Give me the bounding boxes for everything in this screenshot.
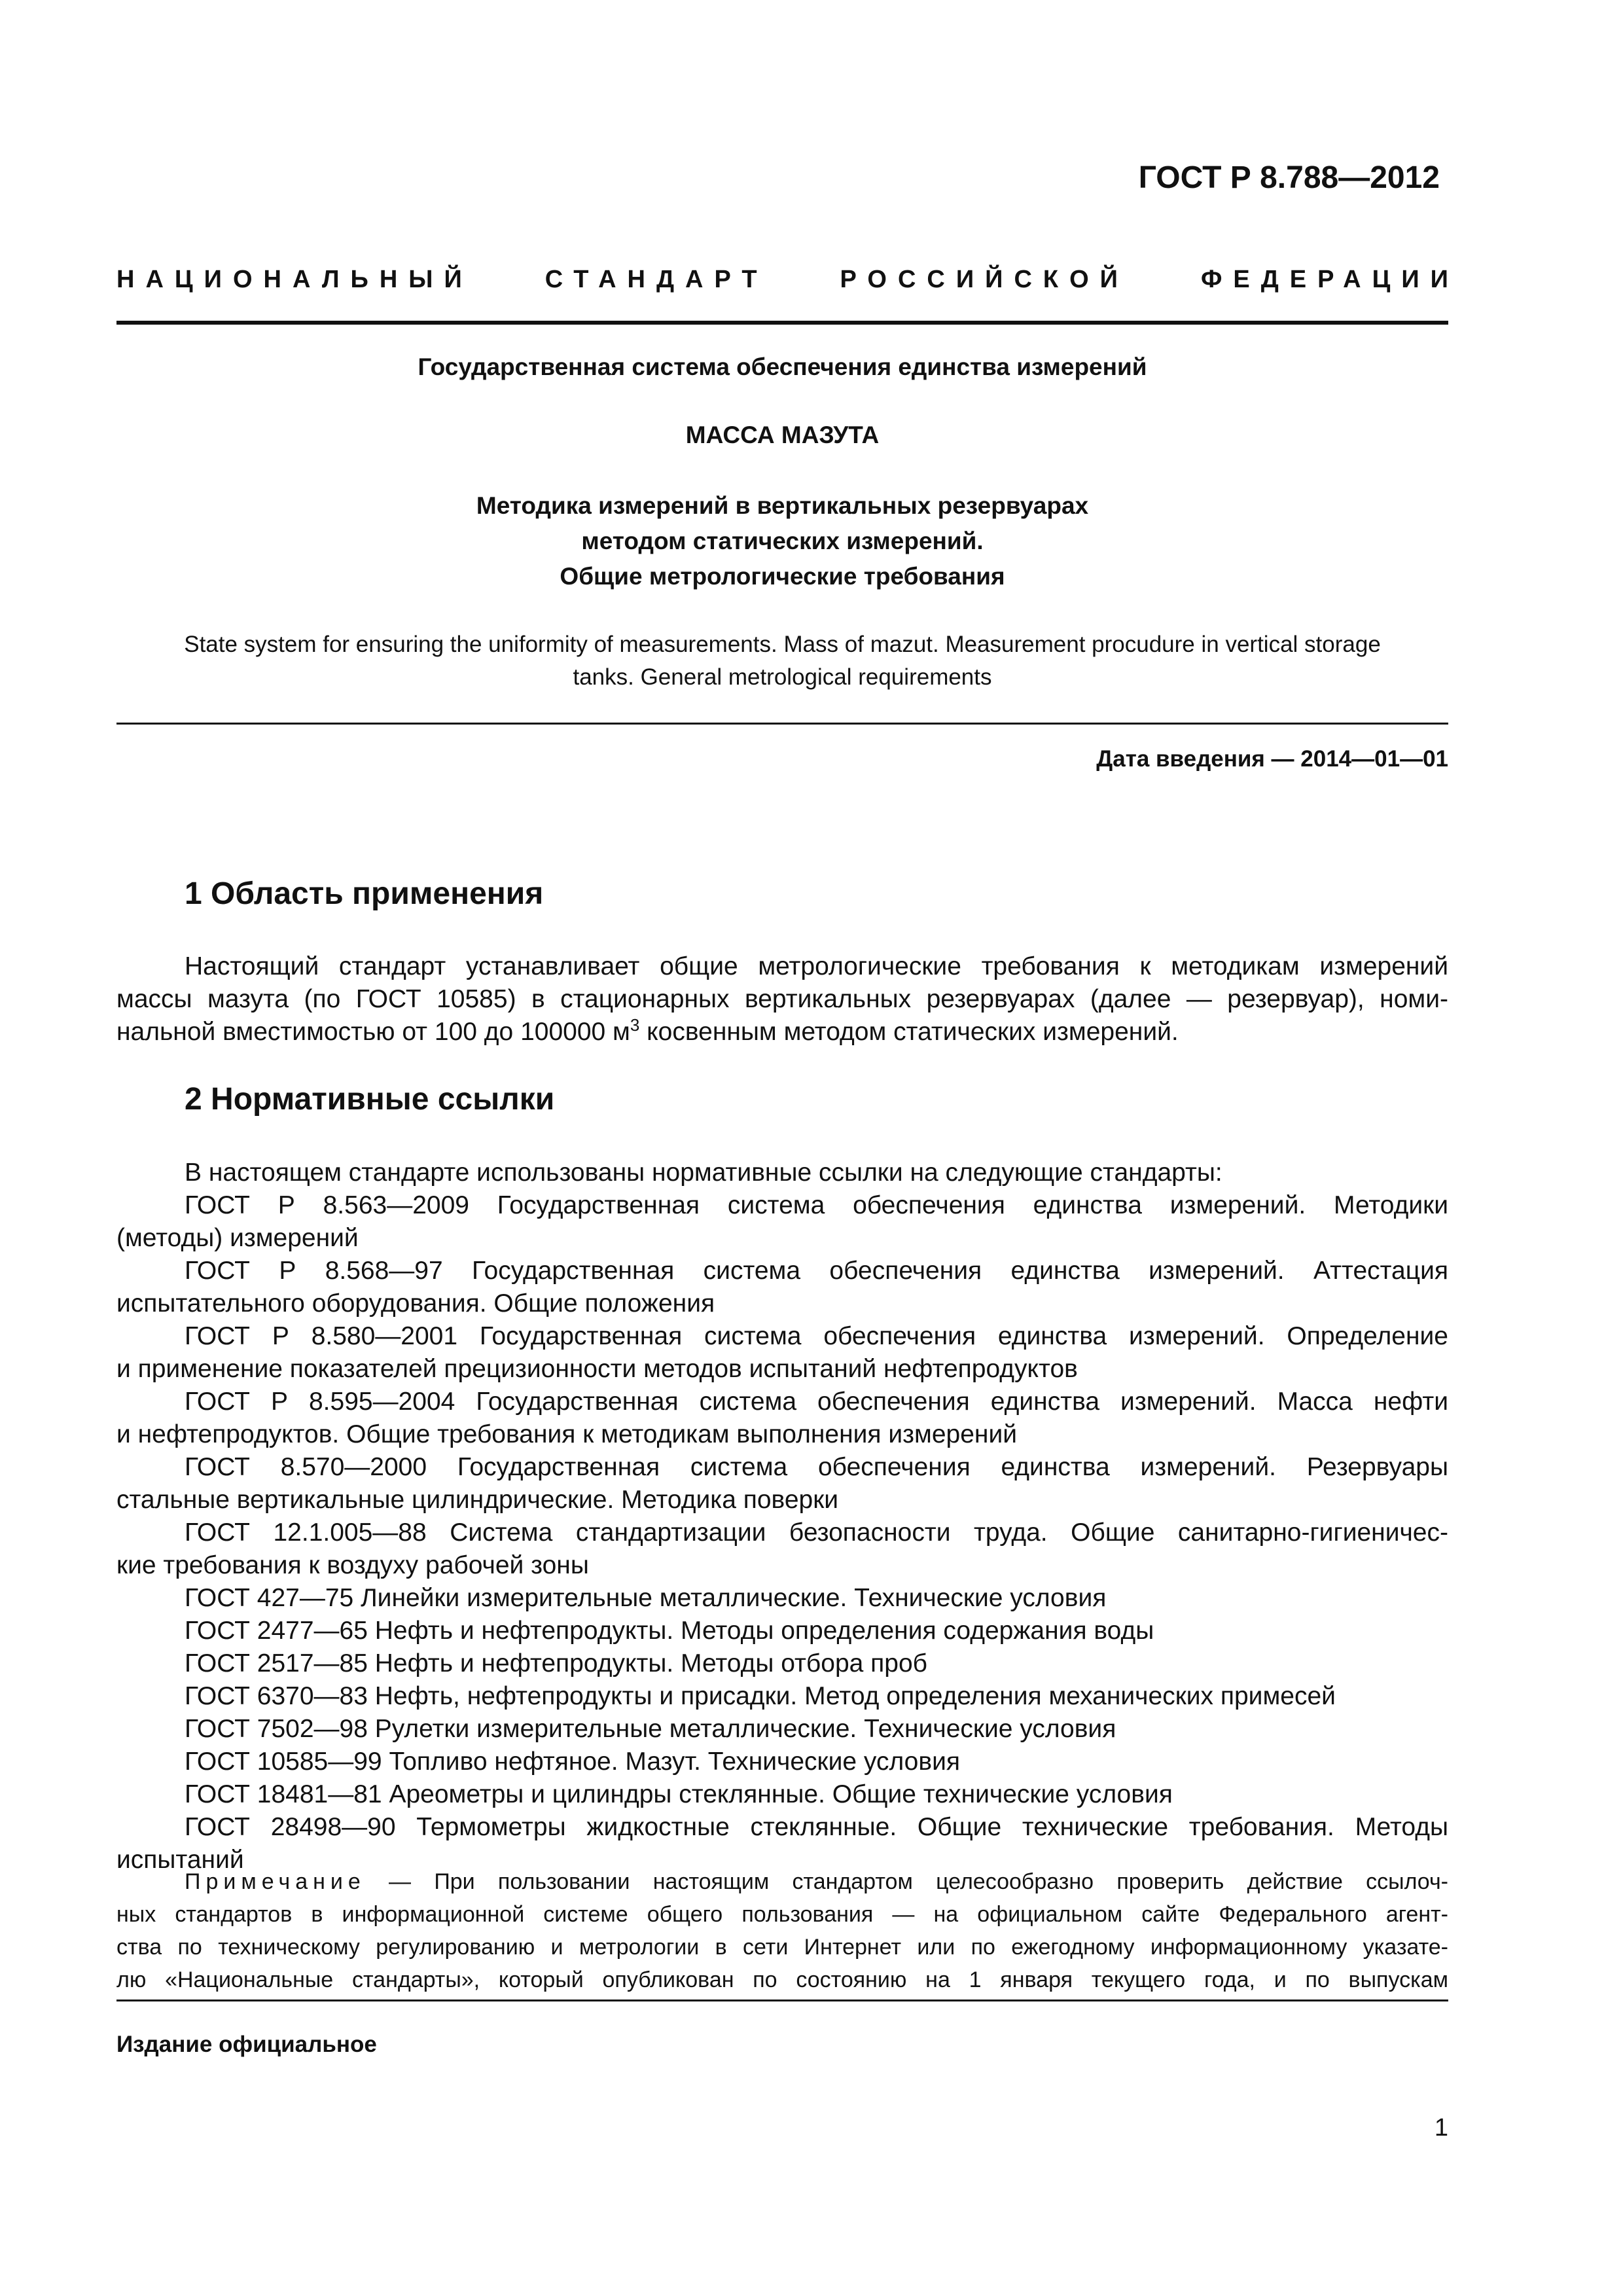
banner-word: СТАНДАРТ: [544, 266, 768, 293]
method-title: [116, 488, 1448, 594]
reference-line: и применение показателей прецизионности методов испытаний нефтепродуктов: [116, 1355, 1078, 1383]
reference-line: ГОСТ 427—75 Линейки измерительные металлические. Технические условия: [185, 1584, 1107, 1612]
reference-line: (методы) измерений: [116, 1224, 359, 1252]
reference-line: ГОСТ 6370—83 Нефть, нефтепродукты и присадки. Метод определения механических примесей: [185, 1682, 1336, 1710]
reference-line: ГОСТ 18481—81 Ареометры и цилиндры стеклянные. Общие технические условия: [185, 1780, 1173, 1808]
paragraph-text: косвенным методом статических измерений.: [639, 1018, 1179, 1046]
paragraph-line: [116, 1016, 1448, 1049]
note-label: Примечание: [185, 1869, 366, 1894]
reference-line: ГОСТ 12.1.005—88 Система стандартизации безопасности труда. Общие санитарно-гигиеничес-: [185, 1518, 1448, 1547]
method-title-line: Общие метрологические требования: [560, 563, 1005, 590]
note-line: ных стандартов в информационной системе общего пользования — на официальном сайте Федерального агент-: [116, 1902, 1448, 1927]
header-divider: [116, 321, 1448, 325]
reference-line: ГОСТ 28498—90 Термометры жидкостные стеклянные. Общие технические требования. Методы: [185, 1813, 1448, 1841]
paragraph-line: массы мазута (по ГОСТ 10585) в стационарных вертикальных резервуарах (далее — резервуар), номи-: [116, 985, 1448, 1013]
reference-line: испытательного оборудования. Общие положения: [116, 1289, 715, 1318]
banner-word: ФЕДЕРАЦИИ: [1200, 266, 1459, 293]
note-line: лю «Национальные стандарты», который опубликован по состоянию на 1 января текущего года, и по выпускам: [116, 1967, 1448, 1992]
page-number: 1: [1434, 2114, 1448, 2142]
section-2-heading: 2 Нормативные ссылки: [185, 1082, 555, 1117]
normative-references: [116, 1157, 1448, 1876]
method-title-line: Методика измерений в вертикальных резервуарах: [476, 492, 1089, 519]
subject-title: МАССА МАЗУТА: [685, 422, 880, 448]
reference-line: ГОСТ 7502—98 Рулетки измерительные металлические. Технические условия: [185, 1715, 1116, 1743]
references-intro: В настоящем стандарте использованы нормативные ссылки на следующие стандарты:: [185, 1158, 1222, 1187]
introduction-date: Дата введения — 2014—01—01: [1096, 746, 1448, 772]
paragraph-line: Настоящий стандарт устанавливает общие метрологические требования к методикам измерений: [185, 952, 1448, 980]
english-title-line: tanks. General metrological requirements: [573, 664, 992, 690]
reference-line: ГОСТ 10585—99 Топливо нефтяное. Мазут. Технические условия: [185, 1748, 960, 1776]
reference-line: ГОСТ Р 8.568—97 Государственная система обеспечения единства измерений. Аттестация: [185, 1257, 1448, 1285]
reference-line: испытаний: [116, 1846, 244, 1874]
note-line: ства по техническому регулированию и метрологии в сети Интернет или по ежегодному информационному указате-: [116, 1935, 1448, 1960]
footer-divider: [116, 2000, 1448, 2001]
method-title-line: методом статических измерений.: [581, 528, 984, 554]
reference-line: ГОСТ 2477—65 Нефть и нефтепродукты. Методы определения содержания воды: [185, 1617, 1154, 1645]
reference-line: кие требования к воздуху рабочей зоны: [116, 1551, 589, 1579]
section-1-body: [116, 950, 1448, 1049]
reference-line: ГОСТ 2517—85 Нефть и нефтепродукты. Методы отбора проб: [185, 1649, 927, 1677]
system-title: Государственная система обеспечения единства измерений: [418, 353, 1147, 380]
banner-word: НАЦИОНАЛЬНЫЙ: [116, 266, 473, 293]
superscript-3: 3: [630, 1015, 640, 1035]
reference-line: ГОСТ Р 8.580—2001 Государственная система обеспечения единства измерений. Определение: [185, 1322, 1448, 1350]
national-standard-banner: [116, 266, 1459, 294]
reference-line: ГОСТ 8.570—2000 Государственная система обеспечения единства измерений. Резервуары: [185, 1453, 1448, 1481]
paragraph-text: нальной вместимостью от 100 до 100000 м: [116, 1018, 630, 1046]
note-text: — При пользовании настоящим стандартом целесообразно проверить действие ссылоч-: [365, 1869, 1448, 1894]
section-1-heading: 1 Область применения: [185, 876, 544, 911]
gost-number: ГОСТ Р 8.788—2012: [1138, 160, 1440, 195]
reference-line: ГОСТ Р 8.595—2004 Государственная система обеспечения единства измерений. Масса нефти: [185, 1388, 1448, 1416]
english-title: [116, 628, 1448, 694]
official-edition-label: Издание официальное: [116, 2032, 377, 2057]
english-title-line: State system for ensuring the uniformity of measurements. Mass of mazut. Measurement procudure in vertical storage: [184, 632, 1381, 657]
reference-line: и нефтепродуктов. Общие требования к методикам выполнения измерений: [116, 1420, 1018, 1448]
note-block: [116, 1865, 1448, 1996]
note-line: [116, 1865, 1448, 1898]
banner-word: РОССИЙСКОЙ: [840, 266, 1129, 293]
reference-line: стальные вертикальные цилиндрические. Методика поверки: [116, 1486, 839, 1514]
reference-line: ГОСТ Р 8.563—2009 Государственная система обеспечения единства измерений. Методики: [185, 1191, 1448, 1219]
title-divider: [116, 723, 1448, 725]
